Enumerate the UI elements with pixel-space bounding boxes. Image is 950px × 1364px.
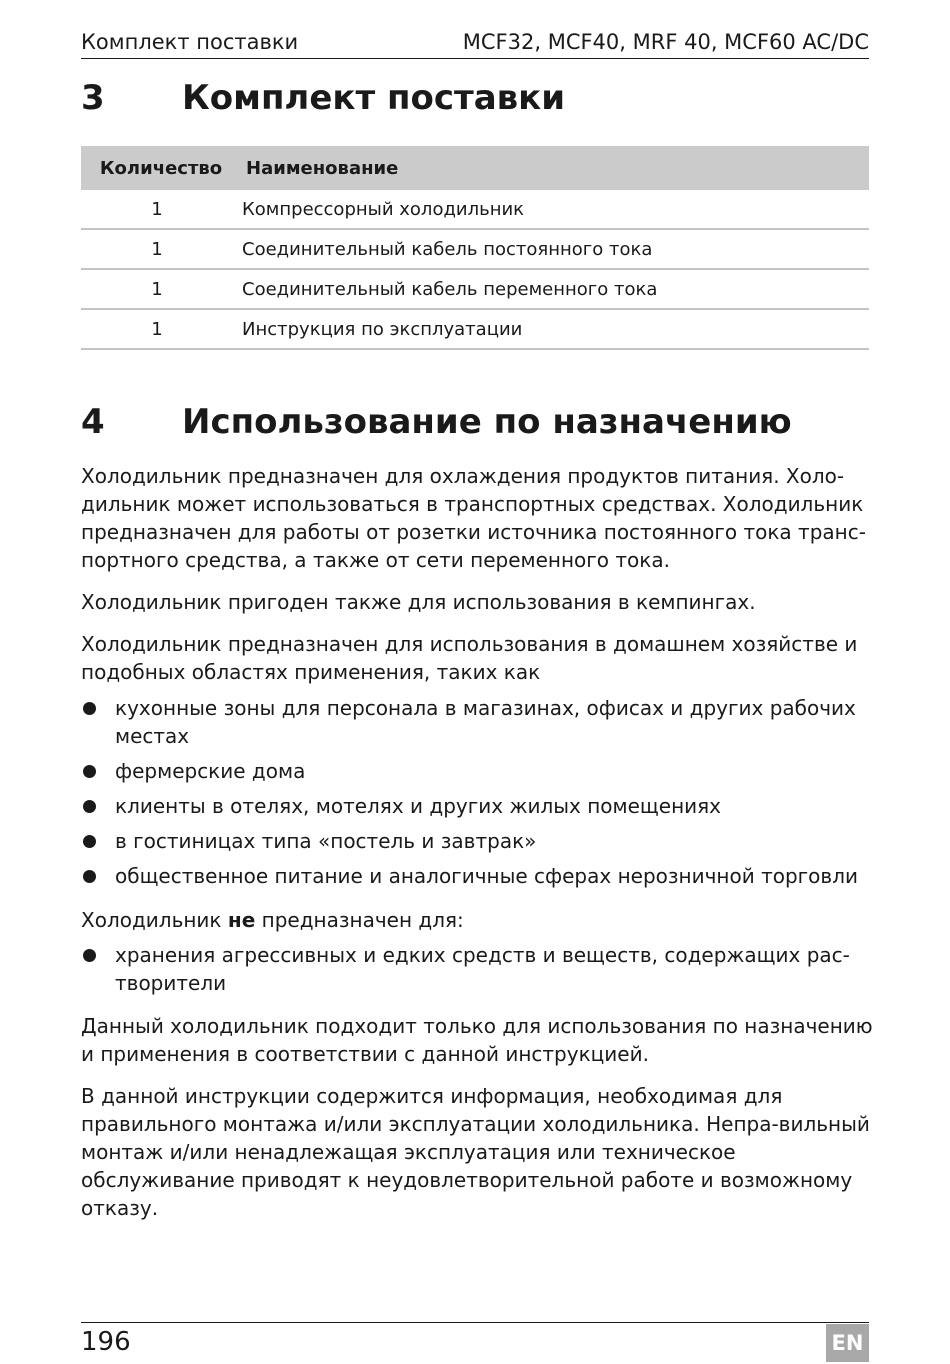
bullet-icon (83, 870, 96, 883)
running-header-models: MCF32, MCF40, MRF 40, MCF60 AC/DC (462, 30, 869, 54)
language-badge: EN (826, 1324, 869, 1362)
row-quantity: 1 (151, 318, 163, 340)
bullet-icon (83, 765, 96, 778)
table-row (81, 270, 869, 310)
row-name: Соединительный кабель постоянного тока (242, 238, 653, 260)
not-intended-suffix: предназначен для: (255, 908, 464, 932)
section-3-number: 3 (81, 78, 105, 118)
row-quantity: 1 (151, 238, 163, 260)
section-3-title: Комплект поставки (182, 78, 566, 118)
bullet-icon (83, 835, 96, 848)
header-divider (81, 58, 869, 59)
row-quantity: 1 (151, 278, 163, 300)
column-header-name: Наименование (246, 157, 399, 179)
paragraph-household: Холодильник предназначен для использования в домашнем хозяйстве и подобных областях применения, таких как (81, 632, 858, 684)
list-item-text: клиенты в отелях, мотелях и других жилых помещениях (115, 794, 722, 818)
household-uses-list (81, 694, 881, 897)
paragraph-instructions: В данной инструкции содержится информация, необходимая для правильного монтажа и/или эксплуатации холодильника. Непра-вильный монтаж и/или ненадлежащая эксплуатация или техническое обслуживание приводят к неудовлетворительной работе и возможному отказу. (81, 1084, 870, 1220)
list-item (81, 862, 881, 890)
row-name: Компрессорный холодильник (242, 198, 525, 220)
bullet-icon (83, 949, 96, 962)
not-intended-list (81, 941, 881, 1004)
list-item (81, 941, 881, 997)
page-number: 196 (81, 1327, 131, 1357)
list-item-text: фермерские дома (115, 759, 306, 783)
list-item (81, 827, 881, 855)
section-4-number: 4 (81, 402, 105, 442)
list-item-text: хранения агрессивных и едких средств и веществ, содержащих рас-творители (115, 943, 850, 995)
paragraph-intended-use: Холодильник предназначен для охлаждения продуктов питания. Холо-дильник может использоваться в транспортных средствах. Холодильник предназначен для работы от розетки источника постоянного тока транс-портного средства, а также от сети переменного тока. (81, 464, 866, 572)
section-4-title: Использование по назначению (182, 402, 792, 442)
section-4-heading (81, 402, 792, 442)
not-emphasis: не (227, 908, 256, 932)
table-row (81, 190, 869, 230)
bullet-icon (83, 800, 96, 813)
list-item (81, 694, 881, 750)
not-intended-prefix: Холодильник (81, 908, 228, 932)
table-row (81, 230, 869, 270)
list-item (81, 757, 881, 785)
paragraph-not-intended (81, 906, 881, 934)
list-item-text: кухонные зоны для персонала в магазинах, офисах и других рабочих местах (115, 696, 856, 748)
footer-divider (81, 1322, 869, 1323)
list-item-text: общественное питание и аналогичные сферах нерозничной торговли (115, 864, 858, 888)
bullet-icon (83, 702, 96, 715)
section-3-heading (81, 78, 565, 118)
column-header-quantity: Количество (99, 157, 223, 179)
paragraph-suitability: Данный холодильник подходит только для использования по назначению и применения в соответствии с данной инструкцией. (81, 1014, 873, 1066)
delivery-scope-table (81, 146, 869, 350)
list-item-text: в гостиницах типа «постель и завтрак» (115, 829, 537, 853)
list-item (81, 792, 881, 820)
running-header-section: Комплект поставки (81, 30, 299, 54)
row-name: Инструкция по эксплуатации (242, 318, 523, 340)
table-header-row (81, 146, 869, 190)
paragraph-camping: Холодильник пригоден также для использования в кемпингах. (81, 590, 756, 614)
row-quantity: 1 (151, 198, 163, 220)
row-name: Соединительный кабель переменного тока (242, 278, 658, 300)
table-row (81, 310, 869, 350)
